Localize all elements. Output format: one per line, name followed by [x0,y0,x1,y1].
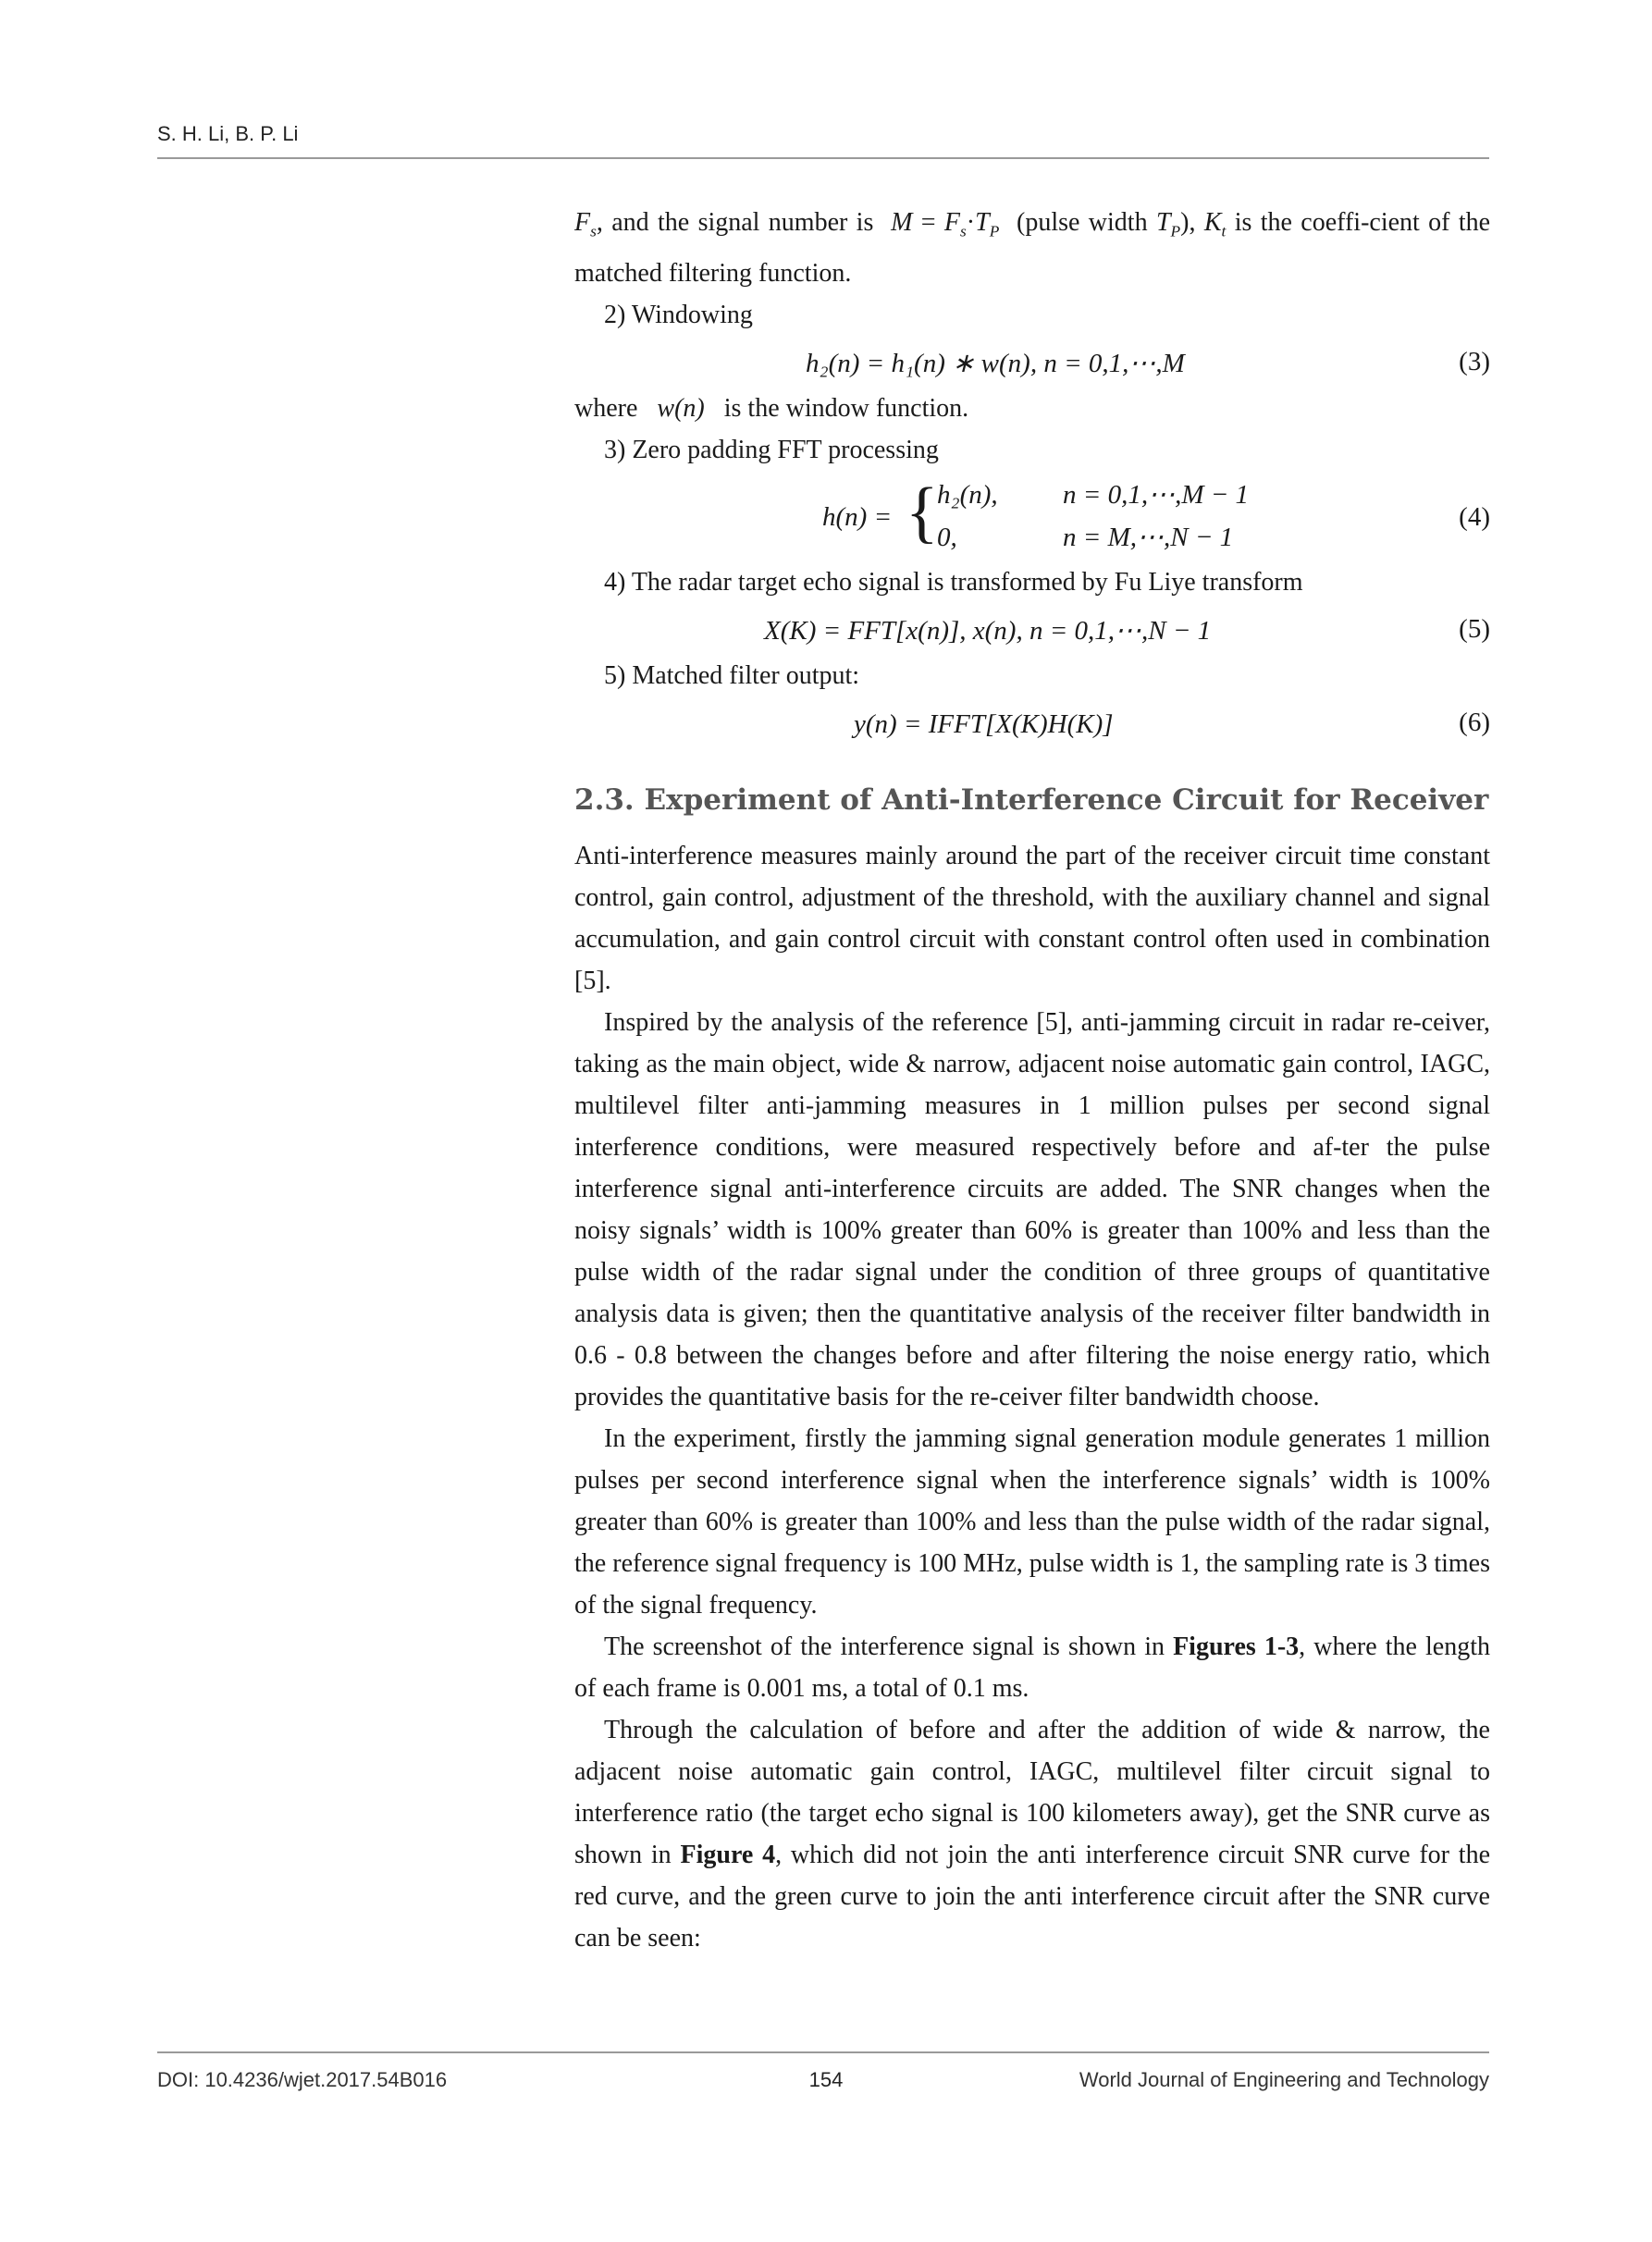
left-brace-icon: { [906,474,939,550]
equation-6 [574,696,1490,748]
paragraph-4: The screenshot of the interference signal is shown in Figures 1-3, where the length of each frame is 0.001 ms, a total of 0.1 ms. [574,1632,1490,1703]
header-rule [157,157,1489,159]
equation-3 [574,336,1490,388]
equation-4-lhs: h(n) = [822,501,893,532]
paragraph-5: Through the calculation of before and after the addition of wide & narrow, the adjacent noise automatic gain control, IAGC, multilevel filter circuit signal to interference ratio (the target echo signal is 100 kilometers away), get the SNR curve as shown in Figure 4, which did not join the anti interference circuit SNR curve for the red curve, and the green curve to join the anti interference circuit after the SNR curve can be seen: [574,1715,1490,1953]
article-body [574,202,1490,1959]
step-fourier-transform: 4) The radar target echo signal is transformed by Fu Liye transform [604,567,1303,597]
step-windowing: 2) Windowing [604,300,753,329]
paragraph-2: Inspired by the analysis of the reference [5], anti-jamming circuit in radar re-ceiver, taking as the main object, wide & narrow, adjacent noise automatic gain control, IAGC, multilevel filter anti-jamming measures in 1 million pulses per second signal interference conditions, were measured respectively before and af-ter the pulse interference signal anti-interference circuits are added. The SNR changes when the noisy signals’ width is 100% greater than 60% is greater than 100% and less than the pulse width of the radar signal under the condition of three groups of quantitative analysis data is given; then the quantitative analysis of the receiver filter bandwidth in 0.6 - 0.8 between the changes before and after filtering the noise energy ratio, which provides the quantitative basis for the re-ceiver filter bandwidth choose. [574,1007,1490,1411]
step-zero-padding: 3) Zero padding FFT processing [604,435,939,464]
section-heading: 2.3. Experiment of Anti-Interference Circuit for Receiver [574,782,1489,817]
footer-doi[interactable]: DOI: 10.4236/wjet.2017.54B016 [157,2068,448,2091]
footer-rule [157,2051,1489,2053]
equation-4-case-1: h₂(n), [937,479,998,510]
paragraph-1: Anti-interference measures mainly around the part of the receiver circuit time constant control, gain control, adjustment of the threshold, with the auxiliary channel and signal accumulation, and gain control circuit with constant control often used in combination [5]. [574,841,1490,995]
equation-5-number: (5) [1459,613,1490,644]
equation-6-expression: y(n) = IFFT[X(K)H(K)] [854,708,1114,739]
equation-4-number: (4) [1459,501,1490,532]
figure-reference[interactable]: Figures 1-3 [1173,1632,1300,1661]
equation-5 [574,603,1490,655]
paragraph-3: In the experiment, firstly the jamming signal generation module generates 1 million pulses per second interference signal when the interference signals’ width is 100% greater than 60% is greater than 100% and less than the pulse width of the radar signal, the reference signal frequency is 100 MHz, pulse width is 1, the sampling rate is 3 times of the signal frequency. [574,1423,1490,1620]
figure-reference[interactable]: Figure 4 [680,1840,776,1869]
equation-6-number: (6) [1459,707,1490,737]
window-definition: where w(n) is the window function. [574,393,969,423]
running-head-authors: S. H. Li, B. P. Li [157,122,299,145]
equation-5-expression: X(K) = FFT[x(n)], x(n), n = 0,1,⋯,N − 1 [764,615,1212,646]
step-matched-filter: 5) Matched filter output: [604,660,860,690]
page-number: 154 [808,2068,844,2091]
equation-4-condition-1: n = 0,1,⋯,M − 1 [1063,479,1250,510]
equation-4-case-2: 0, [937,522,957,552]
equation-3-expression: h₂(n) = h₁(n) ∗ w(n), n = 0,1,⋯,M [806,348,1185,378]
equation-3-number: (3) [1459,346,1490,376]
footer-journal-name: World Journal of Engineering and Technology [1079,2068,1489,2091]
equation-4 [574,471,1490,561]
intro-paragraph: $F_s$, and the signal number is $M = F_s\cdot T_P$ (pulse width $T_P$), $K_t$ is the coeffi-cient of the matched filtering function. [574,208,1491,288]
equation-4-condition-2: n = M,⋯,N − 1 [1063,522,1234,552]
